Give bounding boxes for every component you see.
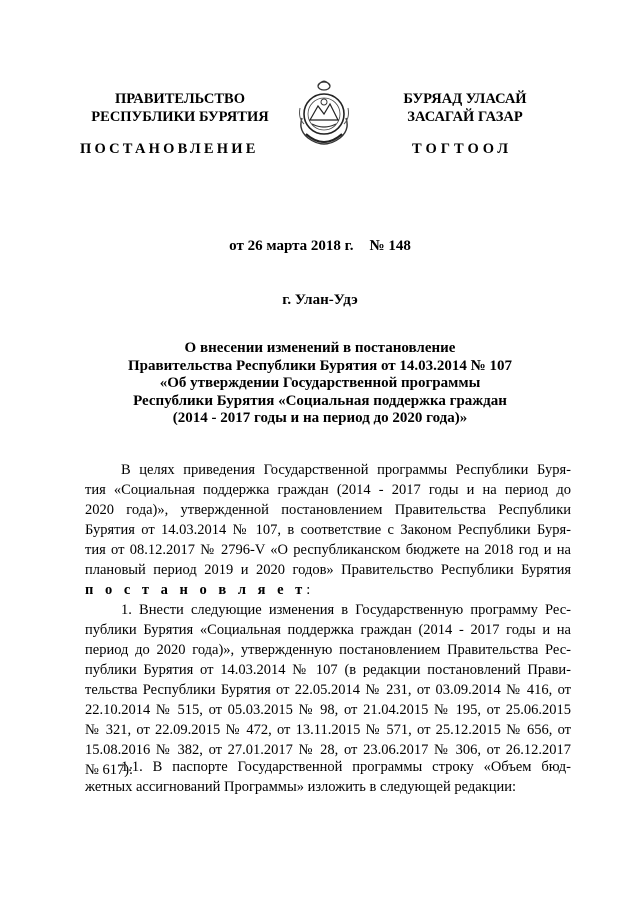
issuer-name-buryat	[360, 90, 570, 126]
paragraph-line: В целях приведения Государственной программы Республики Буря-	[121, 462, 571, 478]
paragraph-line: период до 2020 года)», утвержденную постановлением Правительства Рес-	[85, 642, 571, 658]
paragraph-line: публики Бурятия «Социальная поддержка граждан (2014 - 2017 годы и на	[85, 622, 571, 638]
paragraph-line: 22.10.2014 № 515, от 05.03.2015 № 98, от 21.04.2015 № 195, от 25.06.2015	[85, 702, 571, 718]
paragraph-line: 1. Внести следующие изменения в Государственную программу Рес-	[121, 602, 571, 618]
preamble-paragraph	[85, 460, 571, 600]
paragraph-line: 15.08.2016 № 382, от 27.01.2017 № 28, от 23.06.2017 № 306, от 26.12.2017	[85, 742, 571, 758]
issuer-name-russian	[70, 90, 290, 126]
decree-colon: :	[306, 582, 311, 598]
issuer-line-2: РЕСПУБЛИКИ БУРЯТИЯ	[91, 109, 269, 125]
paragraph-line: № 321, от 22.09.2015 № 472, от 13.11.2015 № 571, от 25.12.2015 № 656, от	[85, 722, 571, 738]
decree-word: п о с т а н о в л я е т	[85, 582, 307, 598]
issuer-line-1: ПРАВИТЕЛЬСТВО	[115, 91, 245, 107]
paragraph-line: плановый период 2019 и 2020 годов» Правительство Республики Бурятия	[85, 562, 571, 578]
paragraph-line: 2020 года)», утвержденной постановлением Правительства Республики	[85, 502, 571, 518]
title-line: (2014 - 2017 годы и на период до 2020 года)»	[172, 410, 468, 426]
title-line: Правительства Республики Бурятия от 14.03.2014 № 107	[127, 357, 512, 374]
doc-type-buryat: ТОГТООЛ	[412, 141, 513, 157]
title-line: Республики Бурятия «Социальная поддержка граждан	[133, 392, 507, 409]
paragraph-line: Бурятия от 14.03.2014 № 107, в соответствие с Законом Республики Буря-	[85, 522, 571, 538]
issuer-buryat-line-2: ЗАСАГАЙ ГАЗАР	[407, 109, 523, 125]
paragraph-line: жетных ассигнований Программы» изложить в следующей редакции:	[85, 779, 517, 795]
doc-type-russian: ПОСТАНОВЛЕНИЕ	[80, 141, 259, 157]
paragraph-line: 1.1. В паспорте Государственной программы строку «Объем бюд-	[121, 759, 571, 775]
document-date: от 26 марта 2018 г.	[229, 238, 354, 254]
paragraph-line: тельства Республики Бурятия от 22.05.2014 № 231, от 03.09.2014 № 416, от	[85, 682, 571, 698]
title-line: «Об утверждении Государственной программы	[159, 375, 481, 391]
date-number-line	[0, 238, 640, 255]
issuer-buryat-line-1: БУРЯАД УЛАСАЙ	[403, 91, 527, 107]
coat-of-arms-of-buryatia-icon	[296, 78, 352, 150]
title-line: О внесении изменений в постановление	[184, 340, 456, 356]
paragraph-line: № 617):	[85, 762, 134, 778]
paragraph-line: публики Бурятия от 14.03.2014 № 107 (в редакции постановлений Прави-	[85, 662, 571, 678]
paragraph-line: тия «Социальная поддержка граждан (2014 - 2017 годы и на период до	[85, 482, 571, 498]
item-1-paragraph	[85, 600, 571, 780]
document-title	[100, 340, 540, 428]
document-number: № 148	[369, 238, 411, 254]
item-1-1-paragraph	[85, 757, 571, 797]
decree-line	[85, 580, 571, 600]
paragraph-line: тия от 08.12.2017 № 2796-V «О республиканском бюджете на 2018 год и на	[85, 542, 571, 558]
document-city: г. Улан-Удэ	[282, 292, 358, 308]
